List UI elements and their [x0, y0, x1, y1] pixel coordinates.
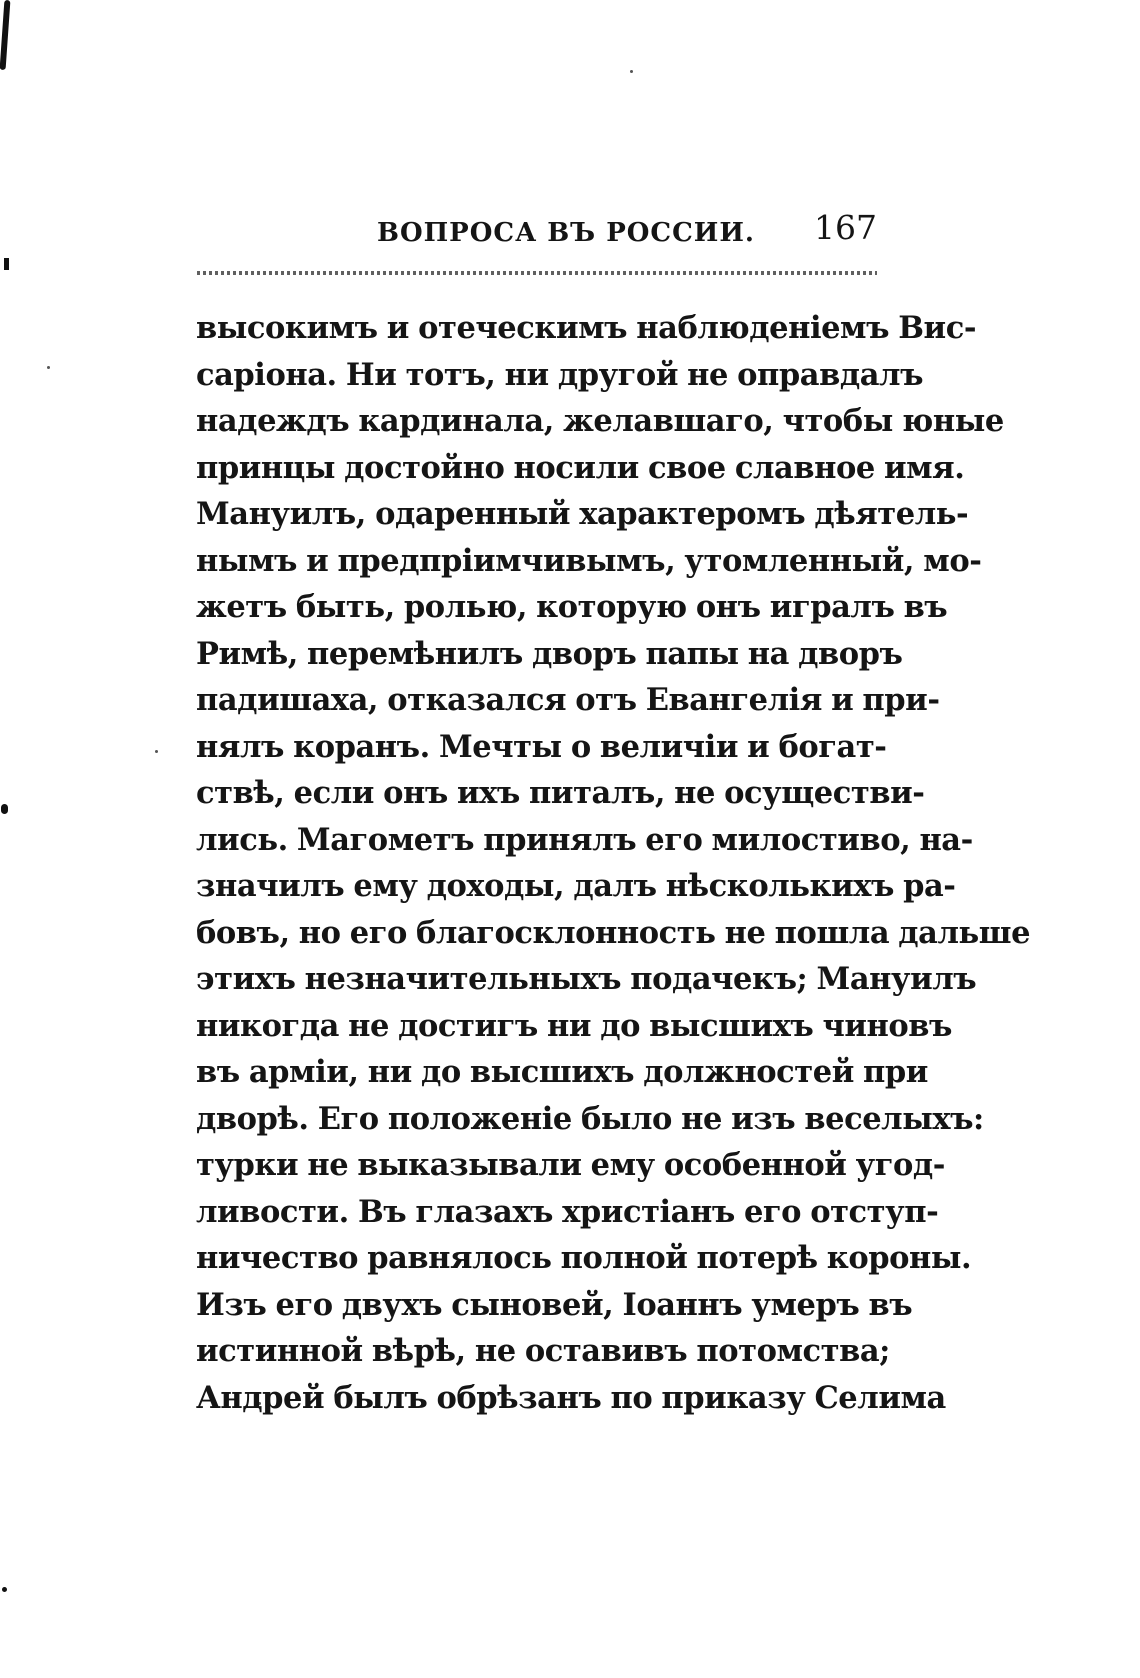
running-header	[197, 208, 877, 258]
text-line: истинной вѣрѣ, не оставивъ потомства;	[196, 1333, 890, 1369]
text-line: ливости. Въ глазахъ христіанъ его отступ-	[196, 1193, 939, 1230]
text-line: саріона. Ни тотъ, ни другой не оправдалъ	[196, 356, 924, 393]
text-line: Изъ его двухъ сыновей, Іоаннъ умеръ въ	[196, 1286, 913, 1323]
text-line: Андрей былъ обрѣзанъ по приказу Селима	[196, 1379, 946, 1416]
text-line: жетъ быть, ролью, которую онъ игралъ въ	[196, 589, 948, 625]
scan-edge-mark	[0, 0, 10, 70]
page-number: 167	[814, 208, 877, 247]
body-text	[196, 305, 1031, 1425]
text-line: нымъ и предпріимчивымъ, утомленный, мо-	[196, 542, 982, 579]
scan-edge-mark	[2, 1587, 7, 1592]
text-line: бовъ, но его благосклонность не пошла дальше	[196, 914, 1031, 951]
scan-edge-mark	[4, 258, 9, 270]
text-line: нялъ коранъ. Мечты о величіи и богат-	[196, 728, 887, 765]
text-line: въ арміи, ни до высшихъ должностей при	[196, 1054, 928, 1090]
scan-edge-mark	[1, 804, 8, 814]
text-line: Римѣ, перемѣнилъ дворъ папы на дворъ	[196, 635, 903, 672]
text-line: высокимъ и отеческимъ наблюденіемъ Вис-	[196, 310, 977, 346]
text-line: значилъ ему доходы, далъ нѣсколькихъ ра-	[196, 868, 956, 904]
text-line: ничество равнялось полной потерѣ короны.	[196, 1240, 972, 1276]
text-line: ствѣ, если онъ ихъ питалъ, не осуществи-	[196, 775, 925, 811]
text-line: падишаха, отказался отъ Евангелія и при-	[196, 682, 940, 718]
text-line: принцы достойно носили свое славное имя.	[196, 449, 965, 486]
running-title: ВОПРОСА ВЪ РОССИИ.	[377, 218, 755, 248]
text-line: этихъ незначительныхъ подачекъ; Мануилъ	[196, 961, 977, 997]
text-line: дворѣ. Его положеніе было не изъ веселыхъ:	[196, 1100, 984, 1137]
text-line: турки не выказывали ему особенной угод-	[196, 1147, 945, 1183]
scan-speck	[155, 750, 158, 753]
scan-speck	[630, 70, 633, 73]
scan-speck	[47, 366, 50, 369]
text-line: никогда не достигъ ни до высшихъ чиновъ	[196, 1007, 952, 1044]
text-line: надеждъ кардинала, желавшаго, чтобы юные	[196, 403, 1004, 439]
header-rule	[197, 271, 877, 275]
text-line: Мануилъ, одаренный характеромъ дѣятель-	[196, 496, 969, 532]
text-line: лись. Магометъ принялъ его милостиво, на-	[196, 821, 973, 858]
